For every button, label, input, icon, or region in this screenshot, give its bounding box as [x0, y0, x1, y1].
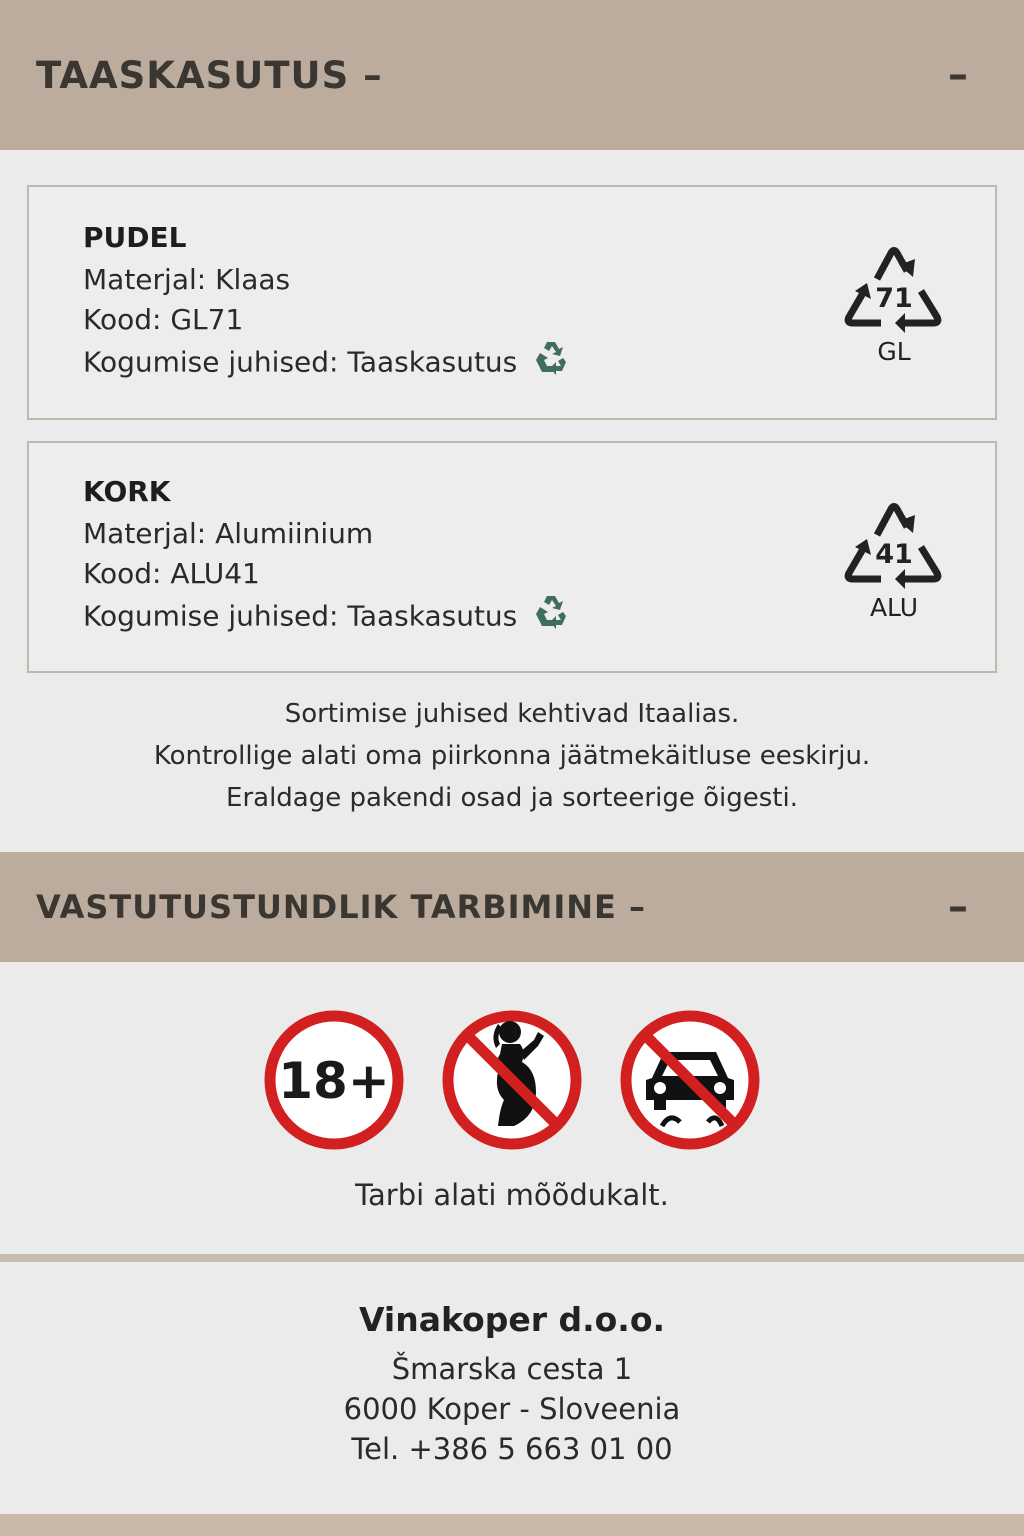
item-name: PUDEL	[83, 221, 187, 254]
company-street: Šmarska cesta 1	[391, 1352, 633, 1386]
sorting-notes	[0, 693, 1024, 819]
recycle-triangle-icon	[841, 241, 947, 335]
item-material: Materjal: Klaas	[83, 263, 291, 296]
no-pregnant-drinking-icon	[440, 1008, 584, 1152]
item-collection-row	[83, 594, 570, 641]
age-18-prohibition-icon	[262, 1008, 406, 1152]
bottle-recycling-card	[27, 185, 997, 420]
item-collection-row	[83, 340, 570, 387]
responsible-section-header[interactable]	[0, 852, 1024, 962]
recycle-icon	[532, 340, 570, 387]
symbol-abbr: GL	[877, 337, 911, 366]
no-drink-driving-icon	[618, 1008, 762, 1152]
symbol-number: 71	[875, 283, 913, 314]
note-line: Sortimise juhised kehtivad Itaalias.	[284, 699, 740, 729]
item-name: KORK	[83, 475, 171, 508]
collapse-toggle-icon[interactable]: –	[948, 52, 968, 98]
footer-bar	[0, 1514, 1024, 1536]
symbol-number: 41	[875, 539, 913, 570]
recycling-section-title: TAASKASUTUS –	[36, 53, 383, 97]
cap-recycling-card	[27, 441, 997, 673]
note-line: Kontrollige alati oma piirkonna jäätmekäitluse eeskirju.	[153, 741, 871, 771]
moderation-text: Tarbi alati mõõdukalt.	[355, 1178, 669, 1212]
section-divider	[0, 1254, 1024, 1262]
prohibition-icons	[0, 1008, 1024, 1152]
item-code: Kood: ALU41	[83, 557, 260, 590]
responsible-section-title: VASTUTUSTUNDLIK TARBIMINE –	[36, 888, 647, 926]
item-material: Materjal: Alumiinium	[83, 517, 374, 550]
company-info	[0, 1300, 1024, 1469]
collapse-toggle-icon[interactable]: –	[948, 884, 968, 930]
recycling-section-header[interactable]	[0, 0, 1024, 150]
item-collection: Kogumise juhised: Taaskasutus	[83, 599, 518, 633]
item-collection: Kogumise juhised: Taaskasutus	[83, 345, 518, 379]
item-code: Kood: GL71	[83, 303, 244, 336]
company-city: 6000 Koper - Sloveenia	[343, 1392, 681, 1426]
recycling-code-symbol	[839, 241, 949, 371]
recycle-triangle-icon	[841, 497, 947, 591]
bottle-info	[83, 221, 570, 387]
recycling-code-symbol	[839, 497, 949, 627]
recycle-icon	[532, 594, 570, 641]
cap-info	[83, 475, 570, 641]
company-phone: Tel. +386 5 663 01 00	[351, 1432, 673, 1466]
symbol-abbr: ALU	[869, 593, 919, 622]
note-line: Eraldage pakendi osad ja sorteerige õigesti.	[226, 783, 798, 813]
age-label: 18+	[278, 1052, 390, 1110]
company-name: Vinakoper d.o.o.	[358, 1300, 666, 1339]
